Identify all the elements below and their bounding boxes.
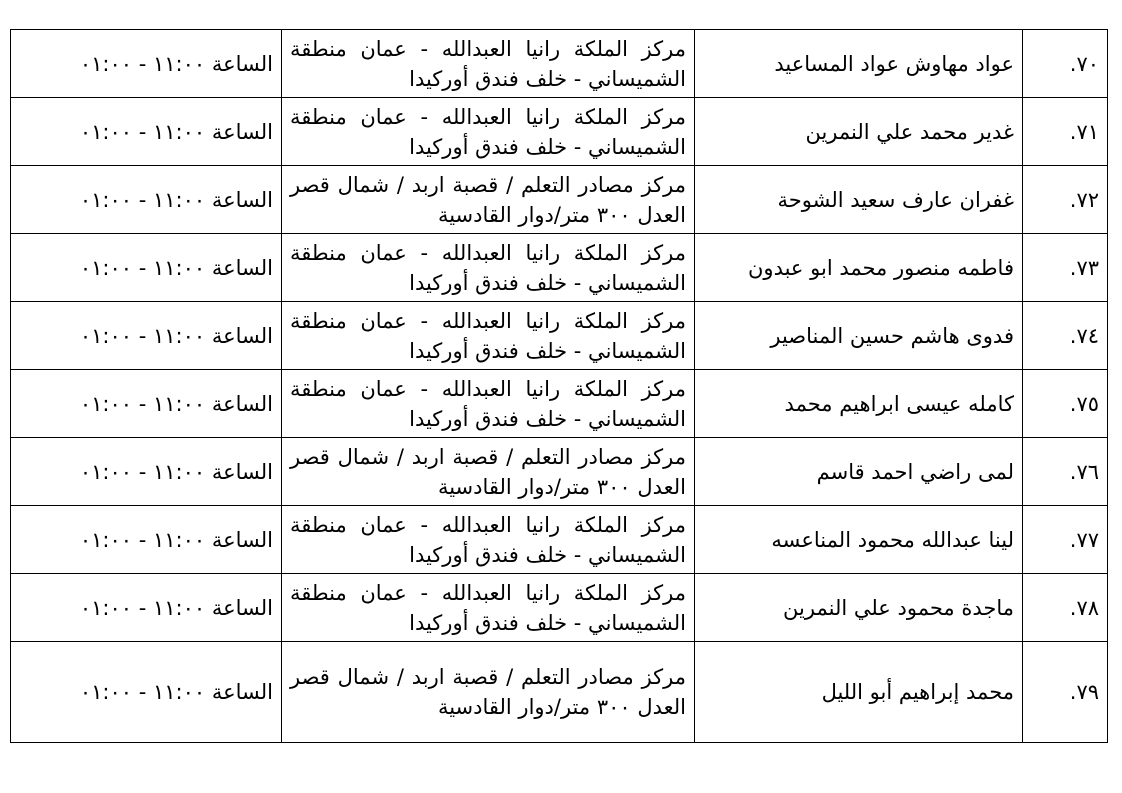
exam-time: الساعة ١١:٠٠ - ٠١:٠٠ — [11, 642, 282, 743]
row-number: ٧١. — [1023, 98, 1108, 166]
row-number: ٧٧. — [1023, 506, 1108, 574]
row-number: ٧٤. — [1023, 302, 1108, 370]
candidate-name: ماجدة محمود علي النمرين — [695, 574, 1023, 642]
candidate-name: لينا عبدالله محمود المناعسه — [695, 506, 1023, 574]
exam-location: مركز مصادر التعلم / قصبة اربد / شمال قصر العدل ٣٠٠ متر/دوار القادسية — [282, 642, 695, 743]
candidate-name: فدوى هاشم حسين المناصير — [695, 302, 1023, 370]
exam-location: مركز الملكة رانيا العبدالله - عمان منطقة الشميساني - خلف فندق أوركيدا — [282, 370, 695, 438]
exam-location: مركز الملكة رانيا العبدالله - عمان منطقة الشميساني - خلف فندق أوركيدا — [282, 30, 695, 98]
exam-location: مركز مصادر التعلم / قصبة اربد / شمال قصر العدل ٣٠٠ متر/دوار القادسية — [282, 166, 695, 234]
exam-time: الساعة ١١:٠٠ - ٠١:٠٠ — [11, 302, 282, 370]
exam-location: مركز الملكة رانيا العبدالله - عمان منطقة الشميساني - خلف فندق أوركيدا — [282, 574, 695, 642]
candidate-name: عواد مهاوش عواد المساعيد — [695, 30, 1023, 98]
table-row — [11, 166, 1108, 234]
table-row — [11, 438, 1108, 506]
table-row — [11, 506, 1108, 574]
exam-time: الساعة ١١:٠٠ - ٠١:٠٠ — [11, 30, 282, 98]
row-number: ٧٢. — [1023, 166, 1108, 234]
exam-time: الساعة ١١:٠٠ - ٠١:٠٠ — [11, 438, 282, 506]
candidate-name: لمى راضي احمد قاسم — [695, 438, 1023, 506]
table-row — [11, 234, 1108, 302]
candidate-name: غدير محمد علي النمرين — [695, 98, 1023, 166]
table-row — [11, 370, 1108, 438]
exam-location: مركز الملكة رانيا العبدالله - عمان منطقة الشميساني - خلف فندق أوركيدا — [282, 98, 695, 166]
exam-time: الساعة ١١:٠٠ - ٠١:٠٠ — [11, 234, 282, 302]
table-row — [11, 642, 1108, 743]
candidate-name: فاطمه منصور محمد ابو عبدون — [695, 234, 1023, 302]
row-number: ٧٩. — [1023, 642, 1108, 743]
row-number: ٧٨. — [1023, 574, 1108, 642]
table-row — [11, 98, 1108, 166]
exam-location: مركز مصادر التعلم / قصبة اربد / شمال قصر العدل ٣٠٠ متر/دوار القادسية — [282, 438, 695, 506]
exam-time: الساعة ١١:٠٠ - ٠١:٠٠ — [11, 370, 282, 438]
candidate-name: محمد إبراهيم أبو الليل — [695, 642, 1023, 743]
table-row — [11, 30, 1108, 98]
schedule-table — [10, 29, 1108, 743]
exam-location: مركز الملكة رانيا العبدالله - عمان منطقة الشميساني - خلف فندق أوركيدا — [282, 506, 695, 574]
row-number: ٧٣. — [1023, 234, 1108, 302]
candidate-name: كامله عيسى ابراهيم محمد — [695, 370, 1023, 438]
row-number: ٧٠. — [1023, 30, 1108, 98]
table-row — [11, 302, 1108, 370]
exam-time: الساعة ١١:٠٠ - ٠١:٠٠ — [11, 166, 282, 234]
table-row — [11, 574, 1108, 642]
row-number: ٧٥. — [1023, 370, 1108, 438]
exam-location: مركز الملكة رانيا العبدالله - عمان منطقة الشميساني - خلف فندق أوركيدا — [282, 302, 695, 370]
exam-time: الساعة ١١:٠٠ - ٠١:٠٠ — [11, 574, 282, 642]
row-number: ٧٦. — [1023, 438, 1108, 506]
exam-time: الساعة ١١:٠٠ - ٠١:٠٠ — [11, 506, 282, 574]
exam-location: مركز الملكة رانيا العبدالله - عمان منطقة الشميساني - خلف فندق أوركيدا — [282, 234, 695, 302]
exam-time: الساعة ١١:٠٠ - ٠١:٠٠ — [11, 98, 282, 166]
candidate-name: غفران عارف سعيد الشوحة — [695, 166, 1023, 234]
